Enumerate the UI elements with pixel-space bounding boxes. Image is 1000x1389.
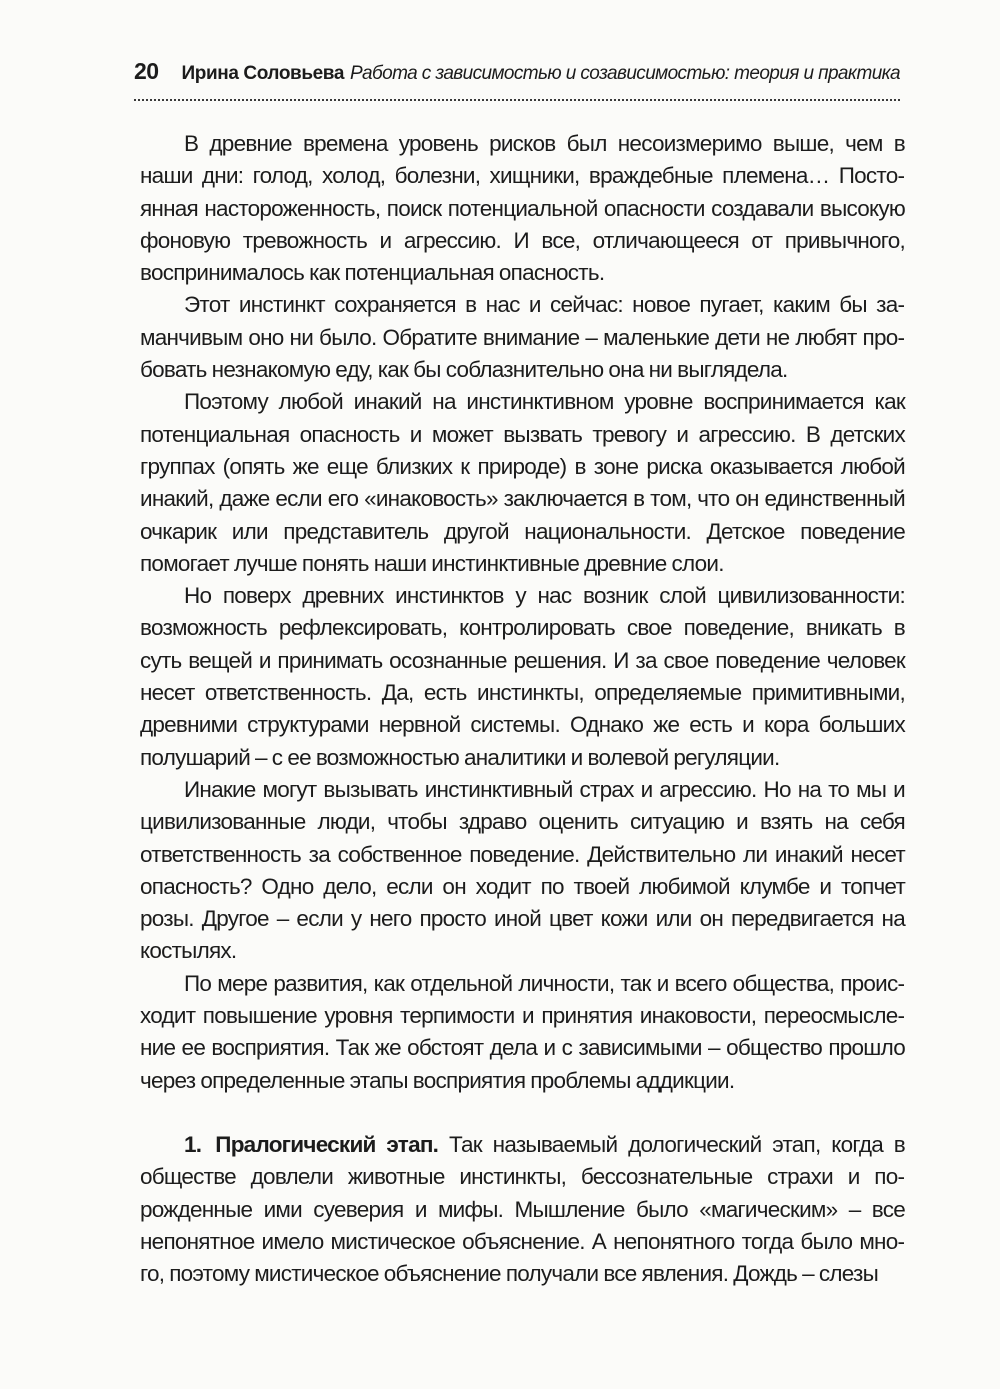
page-number: 20 <box>134 58 159 84</box>
list-item-term: Пралогический этап. <box>215 1131 439 1157</box>
paragraph-3: Поэтому любой инакий на инстинктивном уровне воспринимается как потенциальная опасность и может вызвать тревогу и агрессию. В детских группах (опять же еще близких к природе) в зоне риска оказывается любой инакий, даже если его «инаковость» заключается в том, что он единственный очкарик или представитель другой национальности. Детское поведение помогает лучше понять наши инстинктивные древние слои. <box>140 389 905 576</box>
body-text <box>140 128 905 1290</box>
paragraph-4: Но поверх древних инстинктов у нас возник слой цивилизованности: возможность рефлексировать, контролировать свое поведение, вникать в суть вещей и принимать осознанные решения. И за свое поведение человек несет ответственность. Да, есть инстинкты, определяемые примитивными, древними структурами нервной системы. Однако же есть и кора больших полушарий – с ее возможностью аналитики и волевой регуляции. <box>140 583 905 770</box>
paragraph-1: В древние времена уровень рисков был несоизмеримо выше, чем в наши дни: голод, холод, болезни, хищники, враждебные племена… Постоянная настороженность, поиск потенциальной опасности создавали высокую фоновую тревожность и агрессию. И все, отличающееся от привычного, воспринималось как потенциальная опасность. <box>140 131 905 286</box>
header-author: Ирина Соловьева <box>181 63 344 84</box>
paragraph-6: По мере развития, как отдельной личности, так и всего общества, происходит повышение уровня терпимости и принятия инаковости, переосмысление ее восприятия. Так же обстоят дела и с зависимыми – общество прошло через определенные этапы восприятия проблемы аддикции. <box>140 970 905 1093</box>
header-book-title: Работа с зависимостью и созависимостью: теория и практика <box>349 63 900 84</box>
list-item-text: Так называемый дологический этап, когда в обществе довлели животные инстинкты, бессознательные страхи и порожденные ими суеверия и мифы. Мышление было «магическим» – все непонятное имело мистическое объяснение. А непонятного тогда было много, поэтому мистическое объяснение получали все явления. Дождь – слезы <box>140 1131 905 1287</box>
list-item-1 <box>140 1129 905 1290</box>
paragraph-2: Этот инстинкт сохраняется в нас и сейчас: новое пугает, каким бы заманчивым оно ни было. Обратите внимание – маленькие дети не любят пробовать незнакомую еду, как бы соблазнительно она ни выглядела. <box>140 292 905 383</box>
paragraph-5: Инакие могут вызывать инстинктивный страх и агрессию. Но на то мы и цивилизованные люди, чтобы здраво оценить ситуацию и взять на себя ответственность за собственное поведение. Действительно ли инакий несет опасность? Одно дело, если он ходит по твоей любимой клумбе и топчет розы. Другое – если у него просто иной цвет кожи или он передвигается на костылях. <box>140 776 905 964</box>
list-item-number: 1. <box>184 1131 202 1157</box>
running-header <box>134 58 900 98</box>
header-dotted-rule <box>134 99 900 101</box>
